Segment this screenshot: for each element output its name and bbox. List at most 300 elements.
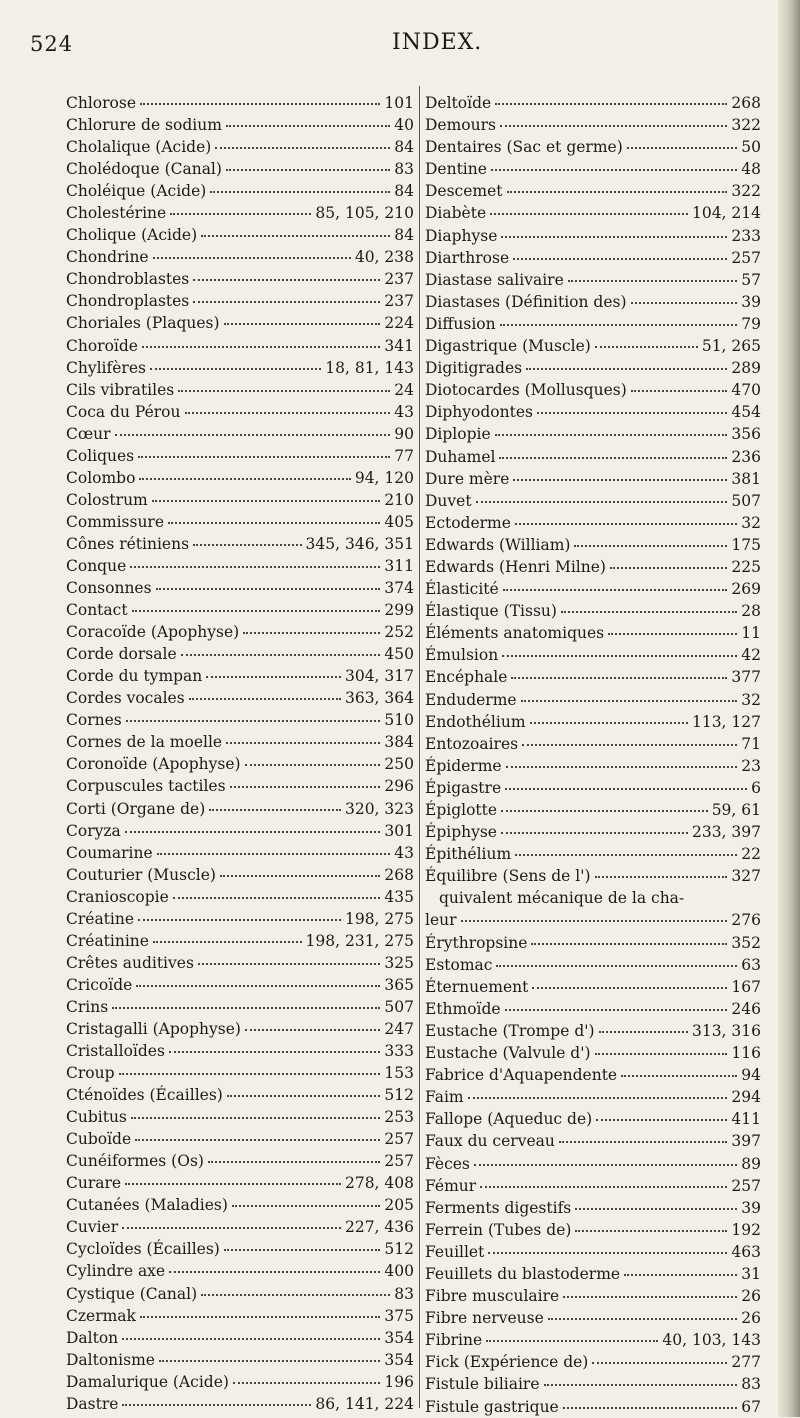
dot-leader <box>495 103 727 105</box>
index-entry <box>425 92 761 114</box>
index-entry <box>66 489 414 511</box>
index-term: Cholestérine <box>66 204 167 223</box>
index-page-refs: 252 <box>384 623 414 642</box>
index-page-refs: 83 <box>741 1375 761 1394</box>
dot-leader <box>480 1186 727 1188</box>
index-entry <box>425 1108 761 1130</box>
index-page-refs: 356 <box>731 425 761 444</box>
index-entry <box>425 1263 761 1285</box>
index-term: Feuillet <box>425 1242 485 1261</box>
dot-leader <box>537 412 727 414</box>
index-term: Commissure <box>66 512 165 531</box>
dot-leader <box>568 280 738 282</box>
dot-leader <box>500 324 738 326</box>
index-term: Émulsion <box>425 646 499 665</box>
index-page-refs: 246 <box>731 999 761 1018</box>
dot-leader <box>532 987 727 989</box>
index-term: Coliques <box>66 446 135 465</box>
index-page-refs: 278, 408 <box>344 1174 414 1193</box>
index-entry <box>66 1150 414 1172</box>
index-page-refs: 40, 103, 143 <box>662 1331 761 1350</box>
index-term: Cholique (Acide) <box>66 226 198 245</box>
dot-leader <box>122 1338 380 1340</box>
index-page-refs: 32 <box>741 513 761 532</box>
index-term: Cristagalli (Apophyse) <box>66 1019 241 1038</box>
index-entry <box>66 445 414 467</box>
index-page-refs: 450 <box>384 645 414 664</box>
index-term: Fémur <box>425 1176 477 1195</box>
index-entry <box>425 865 761 887</box>
dot-leader <box>501 236 727 238</box>
dot-leader <box>544 1384 738 1386</box>
index-entry <box>425 600 761 622</box>
index-page-refs: 345, 346, 351 <box>305 534 414 553</box>
dot-leader <box>474 1164 737 1166</box>
index-term: Cholédoque (Canal) <box>66 160 222 179</box>
index-page-refs: 192 <box>731 1220 761 1239</box>
dot-leader <box>486 1340 658 1342</box>
index-entry <box>425 733 761 755</box>
index-page-refs: 175 <box>731 535 761 554</box>
index-entry <box>425 202 761 224</box>
dot-leader <box>563 1407 738 1409</box>
dot-leader <box>506 766 738 768</box>
dot-leader <box>140 103 380 105</box>
index-term: Choriales (Plaques) <box>66 314 220 333</box>
dot-leader <box>599 1031 688 1033</box>
index-entry <box>66 92 414 114</box>
dot-leader <box>243 632 380 634</box>
index-entry <box>66 996 414 1018</box>
index-page-refs: 28 <box>741 602 761 621</box>
dot-leader <box>193 301 380 303</box>
index-entry <box>66 114 414 136</box>
index-term: Cornes de la moelle <box>66 733 223 752</box>
index-entry <box>66 1062 414 1084</box>
index-term: Corde dorsale <box>66 645 177 664</box>
index-term: Choroïde <box>66 336 138 355</box>
dot-leader <box>201 1294 390 1296</box>
dot-leader <box>531 943 727 945</box>
dot-leader <box>193 544 301 546</box>
dot-leader <box>522 744 737 746</box>
dot-leader <box>157 853 391 855</box>
index-page-refs: 84 <box>394 226 414 245</box>
index-entry <box>425 225 761 247</box>
index-entry <box>425 446 761 468</box>
index-term: Daltonisme <box>66 1350 155 1369</box>
index-term: Fallope (Aqueduc de) <box>425 1110 593 1129</box>
index-page-refs: 210 <box>384 490 414 509</box>
index-term: Coumarine <box>66 843 153 862</box>
index-entry <box>66 1018 414 1040</box>
index-term: Estomac <box>425 955 493 974</box>
index-page-refs: 71 <box>741 734 761 753</box>
index-entry <box>425 136 761 158</box>
index-term: Cubitus <box>66 1108 127 1127</box>
dot-leader <box>513 258 727 260</box>
dot-leader <box>135 1139 380 1141</box>
index-page-refs: 153 <box>384 1064 414 1083</box>
index-entry <box>425 909 761 931</box>
dot-leader <box>559 1141 728 1143</box>
dot-leader <box>563 1296 737 1298</box>
index-page-refs: 32 <box>741 690 761 709</box>
index-term: Dentine <box>425 160 487 179</box>
index-page-refs: 86, 141, 224 <box>315 1394 414 1413</box>
index-entry <box>66 1305 414 1327</box>
index-entry <box>425 534 761 556</box>
dot-leader <box>574 545 727 547</box>
dot-leader <box>496 965 737 967</box>
index-entry <box>66 577 414 599</box>
index-term: Cutanées (Maladies) <box>66 1196 228 1215</box>
index-entry <box>425 689 761 711</box>
index-entry-continuation: quivalent mécanique de la cha- <box>439 889 685 908</box>
index-entry <box>425 468 761 490</box>
dot-leader <box>215 147 390 149</box>
index-page-refs: 196 <box>384 1372 414 1391</box>
index-page-refs: 50 <box>741 138 761 157</box>
index-term: Corti (Organe de) <box>66 799 206 818</box>
index-entry <box>425 1064 761 1086</box>
dot-leader <box>153 257 351 259</box>
index-page-refs: 268 <box>384 865 414 884</box>
page-number: 524 <box>30 32 74 56</box>
index-term: Faux du cerveau <box>425 1132 555 1151</box>
index-page-refs: 384 <box>384 733 414 752</box>
dot-leader <box>501 810 708 812</box>
index-entry <box>425 666 761 688</box>
index-term: Ferrein (Tubes de) <box>425 1220 572 1239</box>
index-entry <box>66 908 414 930</box>
index-term: Crêtes auditives <box>66 953 194 972</box>
index-term: Élastique (Tissu) <box>425 602 557 621</box>
index-page-refs: 341 <box>384 336 414 355</box>
dot-leader <box>173 897 381 899</box>
index-entry <box>425 1175 761 1197</box>
dot-leader <box>198 963 381 965</box>
index-entry <box>425 1153 761 1175</box>
index-entry <box>66 842 414 864</box>
index-term: Élasticité <box>425 580 499 599</box>
index-page-refs: 277 <box>731 1353 761 1372</box>
dot-leader <box>168 522 380 524</box>
index-term: Éternuement <box>425 977 529 996</box>
index-term: Deltoïde <box>425 94 492 112</box>
index-page-refs: 311 <box>384 556 414 575</box>
index-entry <box>425 1086 761 1108</box>
index-entry <box>425 158 761 180</box>
index-term: Cordes vocales <box>66 689 185 708</box>
index-page-refs: 454 <box>731 403 761 422</box>
index-term: Cténoïdes (Écailles) <box>66 1086 223 1105</box>
index-page-refs: 289 <box>731 359 761 378</box>
dot-leader <box>232 1205 380 1207</box>
dot-leader <box>125 1183 341 1185</box>
index-term: Endothélium <box>425 712 526 731</box>
dot-leader <box>136 985 380 987</box>
index-entry <box>66 930 414 952</box>
dot-leader <box>224 323 381 325</box>
dot-leader <box>575 1230 727 1232</box>
index-entry <box>66 1260 414 1282</box>
index-entry <box>66 511 414 533</box>
dot-leader <box>561 611 737 613</box>
dot-leader <box>138 919 341 921</box>
dot-leader <box>499 457 727 459</box>
index-term: Feuillets du blastoderme <box>425 1264 621 1283</box>
index-page-refs: 365 <box>384 975 414 994</box>
index-page-refs: 63 <box>741 955 761 974</box>
index-page-refs: 257 <box>384 1130 414 1149</box>
page-edge-shadow <box>778 0 800 1417</box>
dot-leader <box>201 235 390 237</box>
index-page-refs: 67 <box>741 1397 761 1416</box>
dot-leader <box>507 191 728 193</box>
index-term: Cycloïdes (Écailles) <box>66 1240 220 1259</box>
index-entry <box>66 621 414 643</box>
index-term: Damalurique (Acide) <box>66 1372 229 1391</box>
index-page-refs: 301 <box>384 821 414 840</box>
dot-leader <box>138 456 390 458</box>
index-page-refs: 363, 364 <box>344 689 414 708</box>
index-page-refs: 205 <box>384 1196 414 1215</box>
index-page-refs: 233, 397 <box>691 823 761 842</box>
index-term: Coracoïde (Apophyse) <box>66 623 240 642</box>
index-entry <box>66 1084 414 1106</box>
index-entry <box>425 1197 761 1219</box>
dot-leader <box>505 1009 728 1011</box>
index-term: Fibre nerveuse <box>425 1309 544 1328</box>
dot-leader <box>631 302 738 304</box>
index-page-refs: 381 <box>731 469 761 488</box>
index-entry <box>66 1349 414 1371</box>
index-term: Cylindre axe <box>66 1262 166 1281</box>
index-page-refs: 227, 436 <box>344 1218 414 1237</box>
index-page-refs: 89 <box>741 1154 761 1173</box>
index-term: Diphyodontes <box>425 403 533 422</box>
index-term: Cystique (Canal) <box>66 1284 198 1303</box>
index-page-refs: 84 <box>394 138 414 157</box>
index-term: Curare <box>66 1174 122 1193</box>
index-entry <box>66 136 414 158</box>
dot-leader <box>224 1249 381 1251</box>
dot-leader <box>530 722 688 724</box>
index-term: Chlorose <box>66 94 136 112</box>
index-term: Coronoïde (Apophyse) <box>66 755 241 774</box>
index-term: Cônes rétiniens <box>66 534 190 553</box>
index-term: Ectoderme <box>425 513 511 532</box>
index-page-refs: 23 <box>741 756 761 775</box>
dot-leader <box>131 1117 381 1119</box>
index-term: Cuvier <box>66 1218 119 1237</box>
index-page-refs: 253 <box>384 1108 414 1127</box>
index-entry <box>66 1172 414 1194</box>
index-entry <box>66 423 414 445</box>
dot-leader <box>621 1075 737 1077</box>
index-page-refs: 11 <box>741 624 761 643</box>
dot-leader <box>208 1161 380 1163</box>
index-page-refs: 374 <box>384 579 414 598</box>
index-entry <box>425 843 761 865</box>
dot-leader <box>226 742 380 744</box>
index-term: Eustache (Trompe d') <box>425 1021 595 1040</box>
index-term: Cœur <box>66 424 111 443</box>
dot-leader <box>140 1316 380 1318</box>
dot-leader <box>502 655 737 657</box>
index-entry <box>425 578 761 600</box>
index-entry <box>66 665 414 687</box>
index-term: Diabète <box>425 204 487 223</box>
index-page-refs: 320, 323 <box>344 799 414 818</box>
index-term: Faim <box>425 1088 464 1107</box>
index-term: Épiglotte <box>425 801 498 819</box>
dot-leader <box>245 764 381 766</box>
dot-leader <box>245 1029 380 1031</box>
dot-leader <box>132 610 381 612</box>
index-page-refs: 400 <box>384 1262 414 1281</box>
index-entry <box>66 864 414 886</box>
index-entry <box>425 932 761 954</box>
dot-leader <box>595 346 698 348</box>
index-entry <box>425 313 761 335</box>
index-column-right <box>425 92 761 1418</box>
dot-leader <box>119 1073 381 1075</box>
index-term: Enduderme <box>425 690 517 709</box>
index-page-refs: 26 <box>741 1287 761 1306</box>
index-entry <box>425 1285 761 1307</box>
index-term: Diastase salivaire <box>425 270 564 289</box>
index-page-refs: 294 <box>731 1088 761 1107</box>
index-entry <box>425 1396 761 1418</box>
index-page-refs: 510 <box>384 711 414 730</box>
dot-leader <box>142 346 380 348</box>
index-entry <box>66 158 414 180</box>
index-term: Fick (Expérience de) <box>425 1353 589 1372</box>
index-page-refs: 327 <box>731 867 761 886</box>
dot-leader <box>595 1053 728 1055</box>
index-entry <box>66 202 414 224</box>
index-page-refs: 236 <box>731 447 761 466</box>
index-term: Couturier (Muscle) <box>66 865 216 884</box>
index-term: Cils vibratiles <box>66 380 175 399</box>
index-term: Czermak <box>66 1306 136 1325</box>
index-term: Contact <box>66 601 128 620</box>
dot-leader <box>227 1095 381 1097</box>
index-entry <box>425 180 761 202</box>
index-page-refs: 411 <box>731 1110 761 1129</box>
index-entry <box>66 246 414 268</box>
dot-leader <box>495 434 728 436</box>
index-term: Chondrine <box>66 248 149 267</box>
index-entry <box>425 799 761 821</box>
index-term: Fibrine <box>425 1331 483 1350</box>
index-page-refs: 247 <box>384 1019 414 1038</box>
index-term: Chylifères <box>66 358 146 377</box>
index-page-refs: 85, 105, 210 <box>315 204 414 223</box>
index-term: Croup <box>66 1064 115 1083</box>
index-term: Fistule biliaire <box>425 1375 540 1394</box>
index-entry <box>425 976 761 998</box>
index-term: Diarthrose <box>425 248 510 267</box>
index-entry <box>425 1373 761 1395</box>
index-entry <box>425 269 761 291</box>
index-page-refs: 42 <box>741 646 761 665</box>
column-divider <box>419 86 420 1408</box>
dot-leader <box>501 832 688 834</box>
index-page-refs: 325 <box>384 953 414 972</box>
dot-leader <box>126 720 381 722</box>
dot-leader <box>526 368 727 370</box>
index-term: Demours <box>425 116 496 135</box>
index-page-refs: 43 <box>394 402 414 421</box>
index-entry <box>425 291 761 313</box>
index-term: Cornes <box>66 711 122 730</box>
index-page-refs: 512 <box>384 1086 414 1105</box>
index-page-refs: 233 <box>731 226 761 245</box>
dot-leader <box>122 1227 341 1229</box>
index-entry <box>425 1219 761 1241</box>
dot-leader <box>631 390 728 392</box>
index-page-refs: 40, 238 <box>354 248 414 267</box>
index-page-refs: 375 <box>384 1306 414 1325</box>
index-page-refs: 257 <box>384 1152 414 1171</box>
index-term: Cricoïde <box>66 975 133 994</box>
index-term: Dure mère <box>425 469 510 488</box>
index-entry <box>425 1241 761 1263</box>
index-term: Coryza <box>66 821 121 840</box>
index-page-refs: 57 <box>741 270 761 289</box>
index-entry <box>66 555 414 577</box>
index-term: Fibre musculaire <box>425 1287 560 1306</box>
dot-leader <box>220 875 380 877</box>
dot-leader <box>150 368 321 370</box>
dot-leader <box>226 125 390 127</box>
index-page-refs: 101 <box>384 94 414 112</box>
dot-leader <box>189 698 341 700</box>
index-page-refs: 59, 61 <box>711 801 761 819</box>
index-page-refs: 22 <box>741 845 761 864</box>
dot-leader <box>159 1360 380 1362</box>
index-entry <box>66 753 414 775</box>
index-page-refs: 322 <box>731 116 761 135</box>
index-entry <box>425 777 761 799</box>
index-page-refs: 276 <box>731 911 761 930</box>
index-page-refs: 257 <box>731 248 761 267</box>
index-entry <box>425 401 761 423</box>
index-page-refs: 299 <box>384 601 414 620</box>
index-page-refs: 39 <box>741 292 761 311</box>
dot-leader <box>169 1271 380 1273</box>
dot-leader <box>513 479 727 481</box>
dot-leader <box>500 125 727 127</box>
index-page-refs: 84 <box>394 182 414 201</box>
dot-leader <box>608 633 737 635</box>
index-entry <box>66 290 414 312</box>
index-entry <box>66 1393 414 1415</box>
index-page-refs: 79 <box>741 314 761 333</box>
index-page-refs: 6 <box>751 778 761 797</box>
index-term: Consonnes <box>66 579 152 598</box>
dot-leader <box>575 1208 737 1210</box>
dot-leader <box>505 788 747 790</box>
index-page-refs: 167 <box>731 977 761 996</box>
index-page-refs: 405 <box>384 512 414 531</box>
index-page-refs: 224 <box>384 314 414 333</box>
index-page-refs: 26 <box>741 1309 761 1328</box>
index-entry <box>66 1238 414 1260</box>
